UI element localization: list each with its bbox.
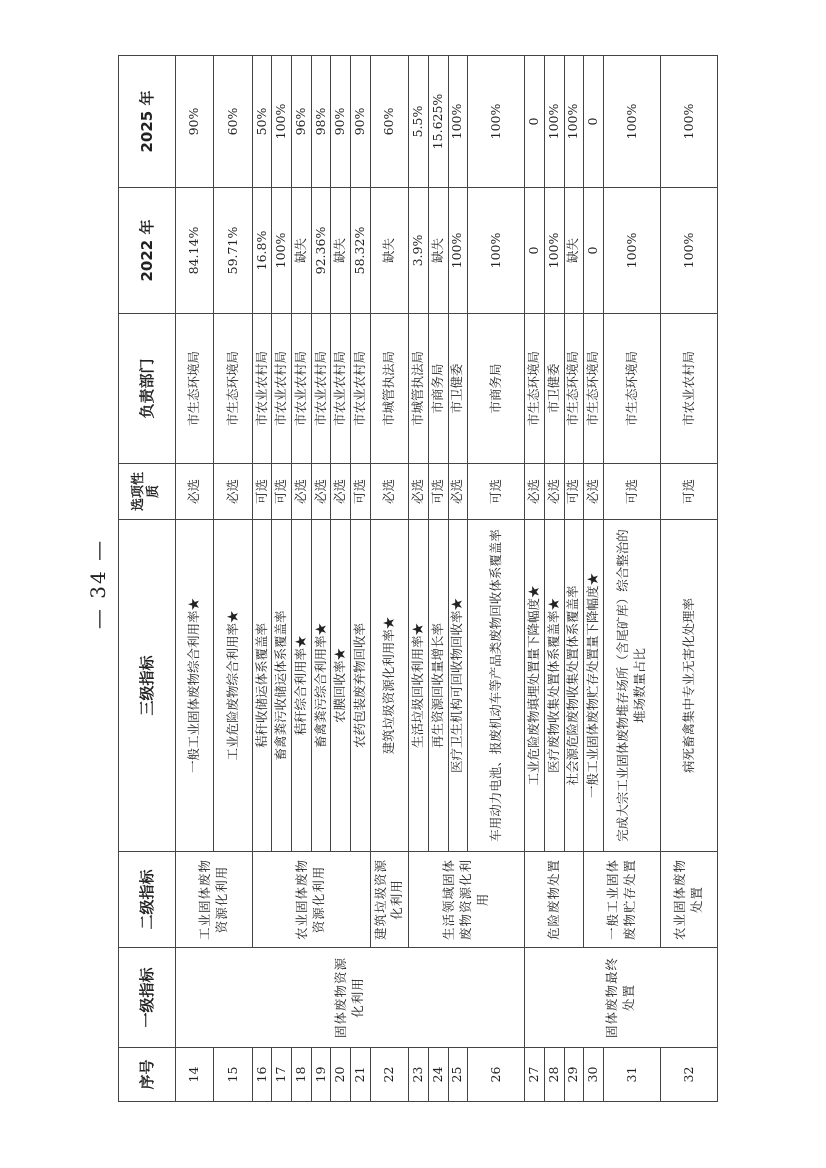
level3-cell: 病死畜禽集中专业无害化处理率 [660,520,717,852]
value-2025-cell: 100% [468,56,525,188]
level3-cell: 医疗废物收集处置体系覆盖率★ [544,520,564,852]
level3-cell: 完成大宗工业固体废物堆存场所（含尾矿库）综合整治的堆场数量占比 [603,520,660,852]
dept-cell: 市商务局 [428,314,448,464]
nature-cell: 可选 [468,464,525,520]
level3-cell: 工业危险废物综合利用率★ [214,520,252,852]
level3-cell: 社会源危险废物收集处置体系覆盖率 [564,520,584,852]
value-2025-cell: 5.5% [409,56,429,188]
level3-cell: 再生资源回收量增长率 [428,520,448,852]
dept-cell: 市生态环境局 [603,314,660,464]
value-2025-cell: 90% [351,56,371,188]
value-2025-cell: 90% [331,56,351,188]
row-no: 18 [292,1048,312,1102]
level3-cell: 秸秆综合利用率★ [292,520,312,852]
level2-cell: 工业固体废物资源化利用 [176,852,253,948]
nature-cell: 必选 [584,464,604,520]
dept-cell: 市生态环境局 [176,314,214,464]
table-row [525,56,545,1102]
value-2022-cell: 100% [603,188,660,314]
value-2025-cell: 60% [214,56,252,188]
value-2025-cell: 100% [544,56,564,188]
dept-cell: 市生态环境局 [584,314,604,464]
level3-cell: 一般工业固体废物综合利用率★ [176,520,214,852]
row-no: 17 [272,1048,292,1102]
level3-cell: 医疗卫生机构可回收物回收率★ [448,520,468,852]
nature-cell: 必选 [448,464,468,520]
row-no: 28 [544,1048,564,1102]
row-no: 29 [564,1048,584,1102]
dept-cell: 市农业农村局 [292,314,312,464]
nature-cell: 必选 [370,464,408,520]
dept-cell: 市生态环境局 [525,314,545,464]
nature-cell: 必选 [214,464,252,520]
header-row [119,56,176,1102]
dept-cell: 市城管执法局 [409,314,429,464]
value-2022-cell: 16.8% [252,188,272,314]
header-2025: 2025 年 [119,56,176,188]
rotated-table-container [118,56,718,1102]
level3-cell: 车用动力电池、报废机动车等产品类废物回收体系覆盖率 [468,520,525,852]
value-2022-cell: 0 [584,188,604,314]
level3-cell: 生活垃圾回收利用率★ [409,520,429,852]
value-2025-cell: 50% [252,56,272,188]
level3-cell: 畜禽粪污收储运体系覆盖率 [272,520,292,852]
header-nature: 选项性质 [119,464,176,520]
value-2025-cell: 98% [311,56,331,188]
level3-cell: 工业危险废物填埋处置量下降幅度★ [525,520,545,852]
dept-cell: 市农业农村局 [331,314,351,464]
row-no: 26 [468,1048,525,1102]
value-2022-cell: 缺失 [370,188,408,314]
page-number: — 34 — [86,538,110,630]
value-2022-cell: 92.36% [311,188,331,314]
header-no: 序号 [119,1048,176,1102]
value-2022-cell: 100% [660,188,717,314]
header-level2: 二级指标 [119,852,176,948]
table-row [252,56,272,1102]
dept-cell: 市城管执法局 [370,314,408,464]
nature-cell: 必选 [544,464,564,520]
value-2022-cell: 100% [468,188,525,314]
row-no: 20 [331,1048,351,1102]
value-2025-cell: 100% [564,56,584,188]
value-2022-cell: 缺失 [564,188,584,314]
nature-cell: 必选 [331,464,351,520]
row-no: 30 [584,1048,604,1102]
row-no: 31 [603,1048,660,1102]
dept-cell: 市生态环境局 [214,314,252,464]
row-no: 25 [448,1048,468,1102]
level3-cell: 建筑垃圾资源化利用率★ [370,520,408,852]
value-2025-cell: 0 [584,56,604,188]
level2-cell: 危险废物处置 [525,852,584,948]
nature-cell: 可选 [564,464,584,520]
row-no: 21 [351,1048,371,1102]
row-no: 22 [370,1048,408,1102]
level2-cell: 建筑垃圾资源化利用 [370,852,408,948]
dept-cell: 市卫健委 [448,314,468,464]
dept-cell: 市卫健委 [544,314,564,464]
header-2022: 2022 年 [119,188,176,314]
value-2022-cell: 58.32% [351,188,371,314]
row-no: 27 [525,1048,545,1102]
value-2022-cell: 100% [272,188,292,314]
value-2025-cell: 90% [176,56,214,188]
nature-cell: 必选 [525,464,545,520]
level2-cell: 农业固体废物处置 [660,852,717,948]
dept-cell: 市商务局 [468,314,525,464]
table-row [409,56,429,1102]
value-2025-cell: 96% [292,56,312,188]
table-row [660,56,717,1102]
dept-cell: 市农业农村局 [660,314,717,464]
nature-cell: 必选 [311,464,331,520]
level1-cell: 固体废物最终处置 [525,948,718,1048]
header-level3: 三级指标 [119,520,176,852]
level3-cell: 农药包装废弃物回收率 [351,520,371,852]
row-no: 19 [311,1048,331,1102]
header-level1: 一级指标 [119,948,176,1048]
nature-cell: 可选 [272,464,292,520]
dept-cell: 市农业农村局 [252,314,272,464]
value-2022-cell: 3.9% [409,188,429,314]
table-row [176,56,214,1102]
nature-cell: 可选 [603,464,660,520]
value-2022-cell: 缺失 [292,188,312,314]
dept-cell: 市生态环境局 [564,314,584,464]
level3-cell: 农膜回收率★ [331,520,351,852]
row-no: 15 [214,1048,252,1102]
value-2025-cell: 0 [525,56,545,188]
value-2025-cell: 100% [448,56,468,188]
dept-cell: 市农业农村局 [311,314,331,464]
nature-cell: 可选 [428,464,448,520]
value-2025-cell: 60% [370,56,408,188]
level3-cell: 畜禽粪污综合利用率★ [311,520,331,852]
level2-cell: 生活领域固体废物资源化利用 [409,852,525,948]
level3-cell: 一般工业固体废物贮存处置量下降幅度★ [584,520,604,852]
value-2025-cell: 100% [660,56,717,188]
nature-cell: 可选 [252,464,272,520]
nature-cell: 可选 [660,464,717,520]
value-2022-cell: 100% [544,188,564,314]
row-no: 24 [428,1048,448,1102]
table-row [584,56,604,1102]
dept-cell: 市农业农村局 [272,314,292,464]
indicator-table [118,55,718,1102]
level2-cell: 一般工业固体废物贮存处置 [584,852,661,948]
nature-cell: 可选 [351,464,371,520]
value-2022-cell: 59.71% [214,188,252,314]
value-2022-cell: 缺失 [428,188,448,314]
nature-cell: 必选 [409,464,429,520]
header-dept: 负责部门 [119,314,176,464]
level2-cell: 农业固体废物资源化利用 [252,852,370,948]
row-no: 32 [660,1048,717,1102]
value-2022-cell: 100% [448,188,468,314]
row-no: 14 [176,1048,214,1102]
nature-cell: 必选 [292,464,312,520]
value-2022-cell: 84.14% [176,188,214,314]
value-2025-cell: 100% [272,56,292,188]
level3-cell: 秸秆收储运体系覆盖率 [252,520,272,852]
value-2025-cell: 100% [603,56,660,188]
nature-cell: 必选 [176,464,214,520]
table-row [370,56,408,1102]
value-2022-cell: 缺失 [331,188,351,314]
dept-cell: 市农业农村局 [351,314,371,464]
level1-cell: 固体废物资源化利用 [176,948,525,1048]
value-2022-cell: 0 [525,188,545,314]
row-no: 23 [409,1048,429,1102]
row-no: 16 [252,1048,272,1102]
value-2025-cell: 15.625% [428,56,448,188]
